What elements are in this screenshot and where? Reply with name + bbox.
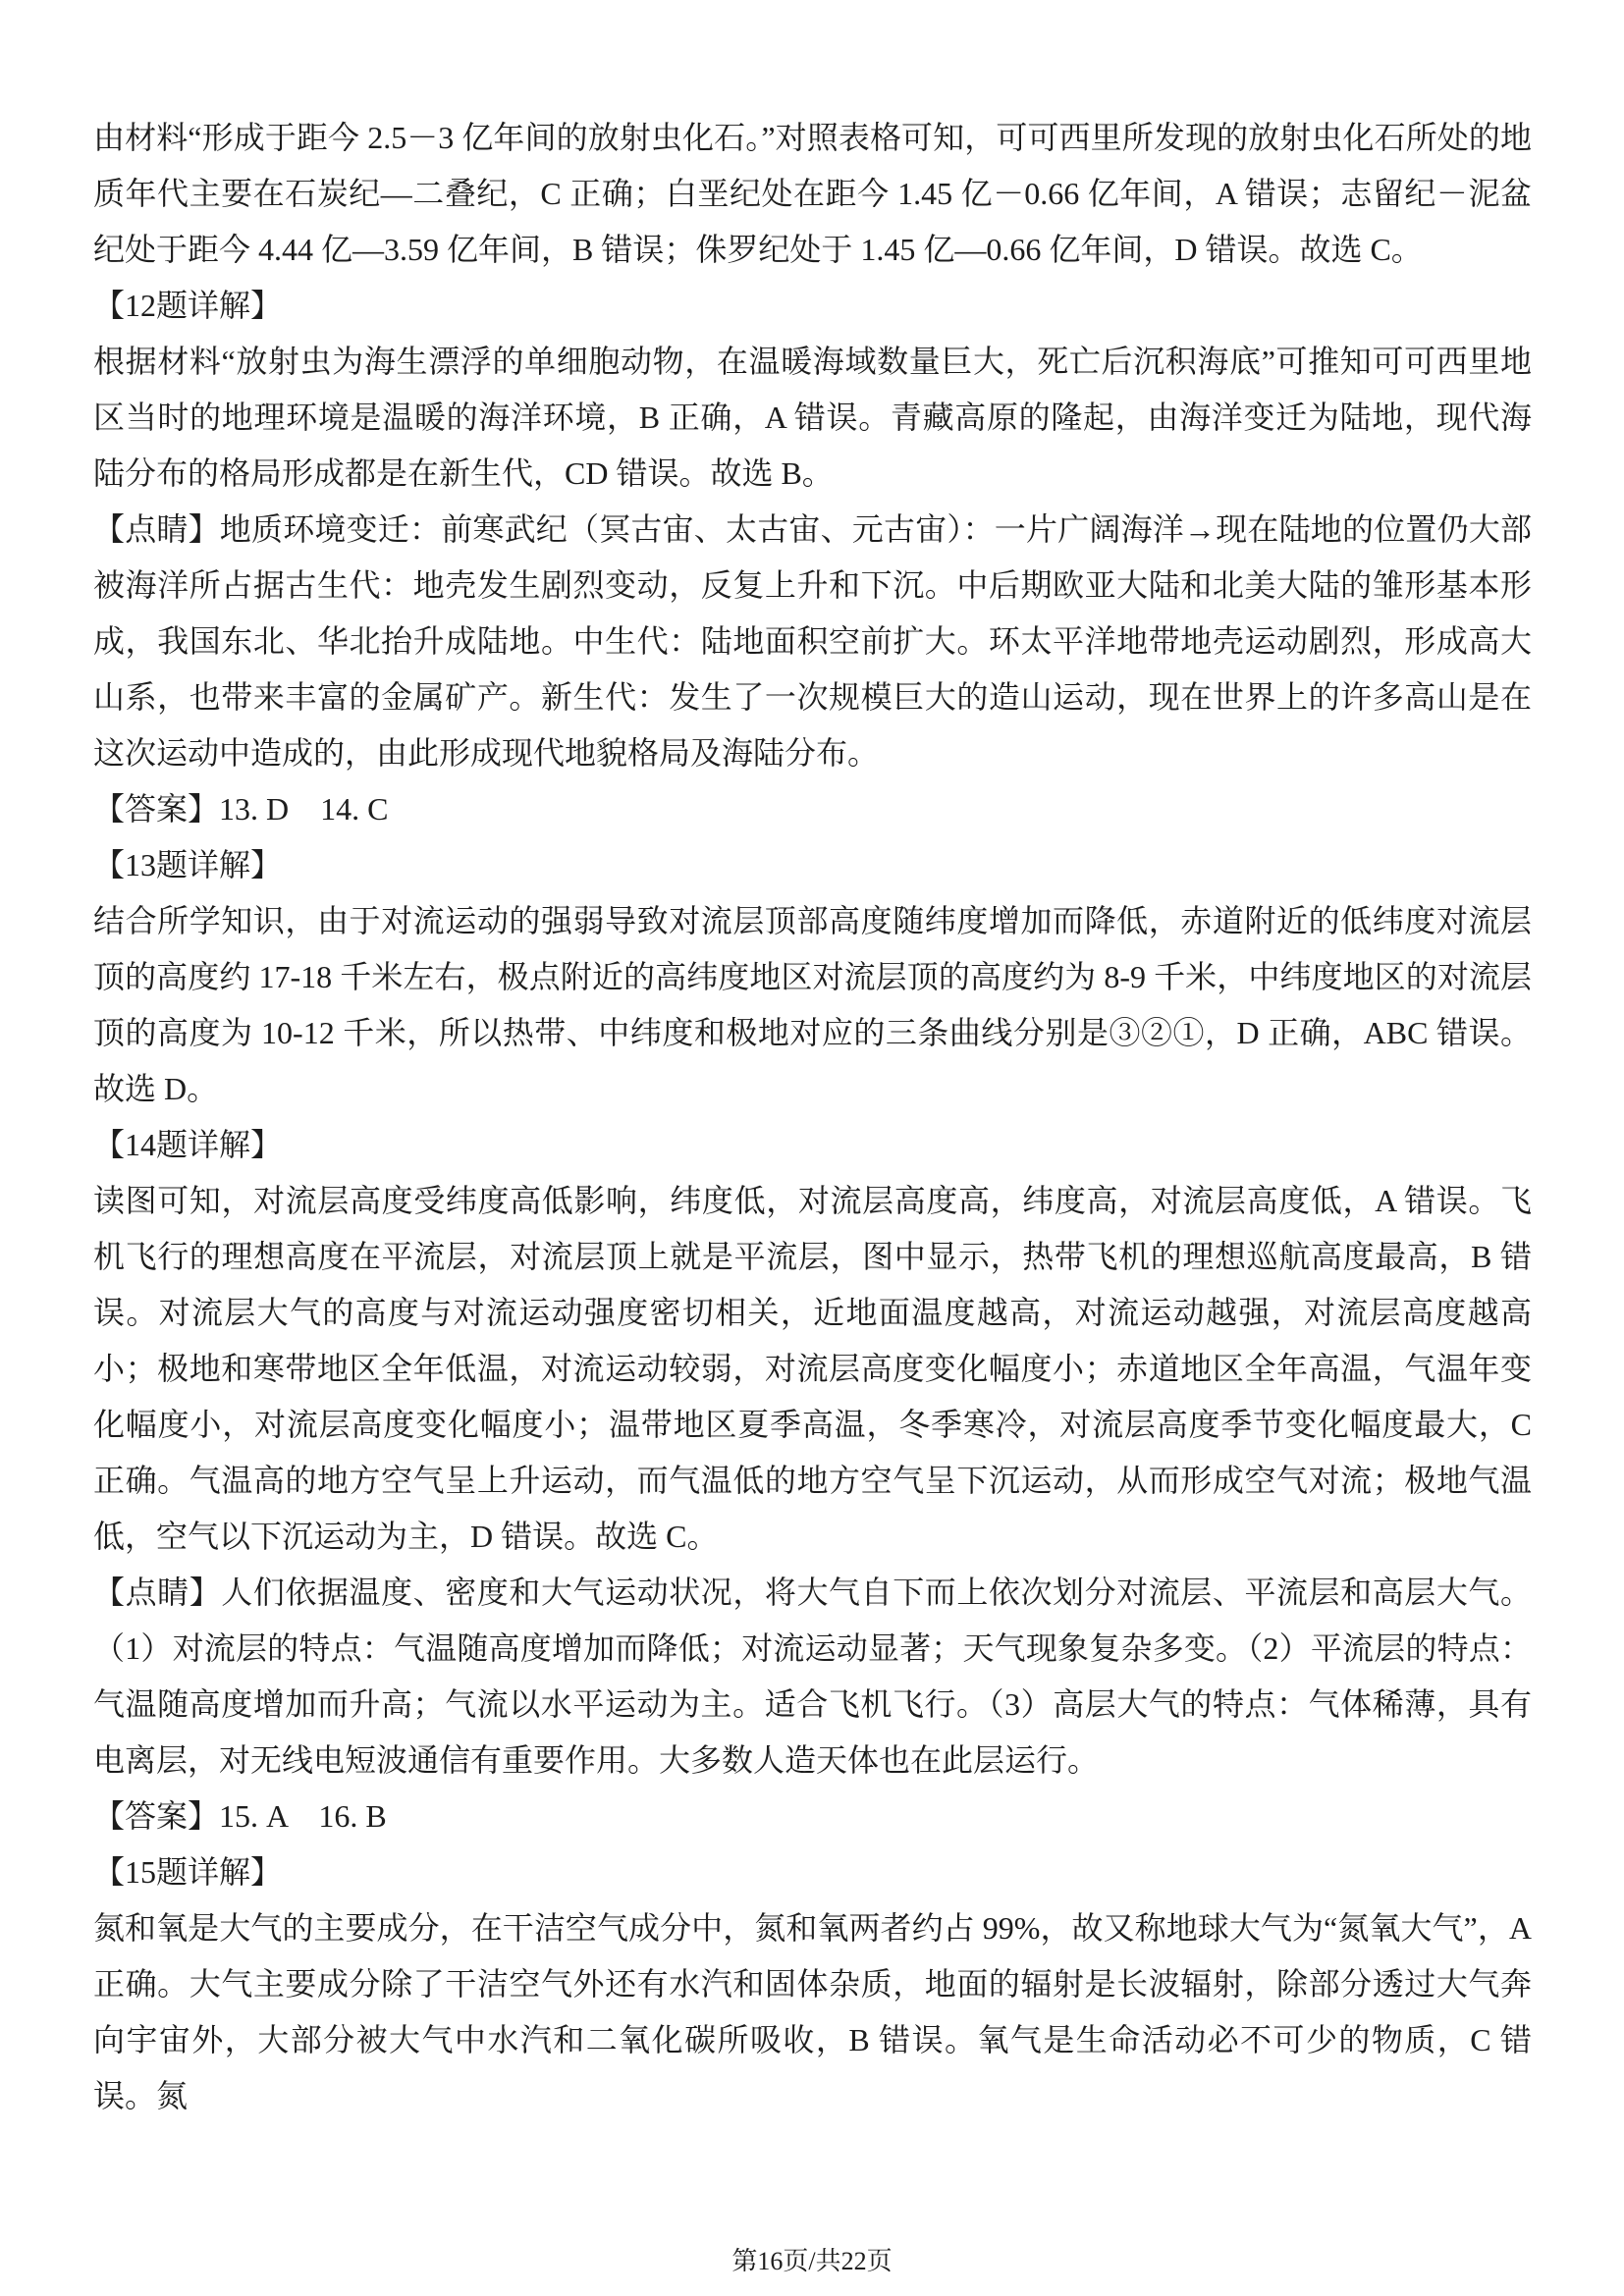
paragraph-explanation-14: 读图可知，对流层高度受纬度高低影响，纬度低，对流层高度高，纬度高，对流层高度低，A 错误。飞机飞行的理想高度在平流层，对流层顶上就是平流层，图中显示，热带飞机的理想巡航高度最高，B 错误。对流层大气的高度与对流运动强度密切相关，近地面温度越高，对流运动越强，对流层高度越高小；极地和寒带地区全年低温，对流运动较弱，对流层高度变化幅度小；赤道地区全年高温，气温年变化幅度小，对流层高度变化幅度小；温带地区夏季高温，冬季寒冷，对流层高度季节变化幅度最大，C 正确。气温高的地方空气呈上升运动，而气温低的地方空气呈下沉运动，从而形成空气对流；极地气温低，空气以下沉运动为主，D 错误。故选 C。 bbox=[93, 1183, 1532, 1554]
paragraph-explanation-13: 结合所学知识，由于对流运动的强弱导致对流层顶部高度随纬度增加而降低，赤道附近的低纬度对流层顶的高度约 17-18 千米左右，极点附近的高纬度地区对流层顶的高度约为 8-9 千米，中纬度地区的对流层顶的高度为 10-12 千米，所以热带、中纬度和极地对应的三条曲线分别是③②①，D 正确，ABC 错误。故选 D。 bbox=[93, 903, 1532, 1106]
page-number-footer: 第16页/共22页 bbox=[731, 2247, 893, 2275]
answer-explanation-text bbox=[93, 110, 1532, 2124]
paragraph-explanation-12: 根据材料“放射虫为海生漂浮的单细胞动物，在温暖海域数量巨大，死亡后沉积海底”可推知可可西里地区当时的地理环境是温暖的海洋环境，B 正确，A 错误。青藏高原的隆起，由海洋变迁为陆地，现代海陆分布的格局形成都是在新生代，CD 错误。故选 B。 bbox=[93, 344, 1532, 491]
paragraph-explanation-15: 氮和氧是大气的主要成分，在干洁空气成分中，氮和氧两者约占 99%，故又称地球大气为“氮氧大气”，A 正确。大气主要成分除了干洁空气外还有水汽和固体杂质，地面的辐射是长波辐射，除部分透过大气奔向宇宙外，大部分被大气中水汽和二氧化碳所吸收，B 错误。氧气是生命活动必不可少的物质，C 错误。氮 bbox=[93, 1910, 1532, 2113]
section-heading-q12: 【12题详解】 bbox=[93, 288, 283, 323]
section-heading-q13: 【13题详解】 bbox=[93, 847, 283, 882]
section-heading-q14: 【14题详解】 bbox=[93, 1127, 283, 1162]
section-heading-q15: 【15题详解】 bbox=[93, 1854, 283, 1890]
paragraph-key-point-14: 【点睛】人们依据温度、密度和大气运动状况，将大气自下而上依次划分对流层、平流层和高层大气。（1）对流层的特点：气温随高度增加而降低；对流运动显著；天气现象复杂多变。（2）平流层的特点：气温随高度增加而升高；气流以水平运动为主。适合飞机飞行。（3）高层大气的特点：气体稀薄，具有电离层，对无线电短波通信有重要作用。大多数人造天体也在此层运行。 bbox=[93, 1575, 1532, 1778]
paragraph-explanation-11-tail: 由材料“形成于距今 2.5－3 亿年间的放射虫化石。”对照表格可知，可可西里所发现的放射虫化石所处的地质年代主要在石炭纪—二叠纪，C 正确；白垩纪处在距今 1.45 亿－0.66 亿年间，A 错误；志留纪－泥盆纪处于距今 4.44 亿—3.59 亿年间，B 错误；侏罗纪处于 1.45 亿—0.66 亿年间，D 错误。故选 C。 bbox=[93, 120, 1532, 267]
answer-line-15-16: 【答案】15. A 16. B bbox=[93, 1798, 387, 1834]
paragraph-key-point-12: 【点睛】地质环境变迁：前寒武纪（冥古宙、太古宙、元古宙）：一片广阔海洋→现在陆地的位置仍大部被海洋所占据古生代：地壳发生剧烈变动，反复上升和下沉。中后期欧亚大陆和北美大陆的雏形基本形成，我国东北、华北抬升成陆地。中生代：陆地面积空前扩大。环太平洋地带地壳运动剧烈，形成高大山系，也带来丰富的金属矿产。新生代：发生了一次规模巨大的造山运动，现在世界上的许多高山是在这次运动中造成的，由此形成现代地貌格局及海陆分布。 bbox=[93, 511, 1532, 771]
answer-line-13-14: 【答案】13. D 14. C bbox=[93, 791, 389, 827]
